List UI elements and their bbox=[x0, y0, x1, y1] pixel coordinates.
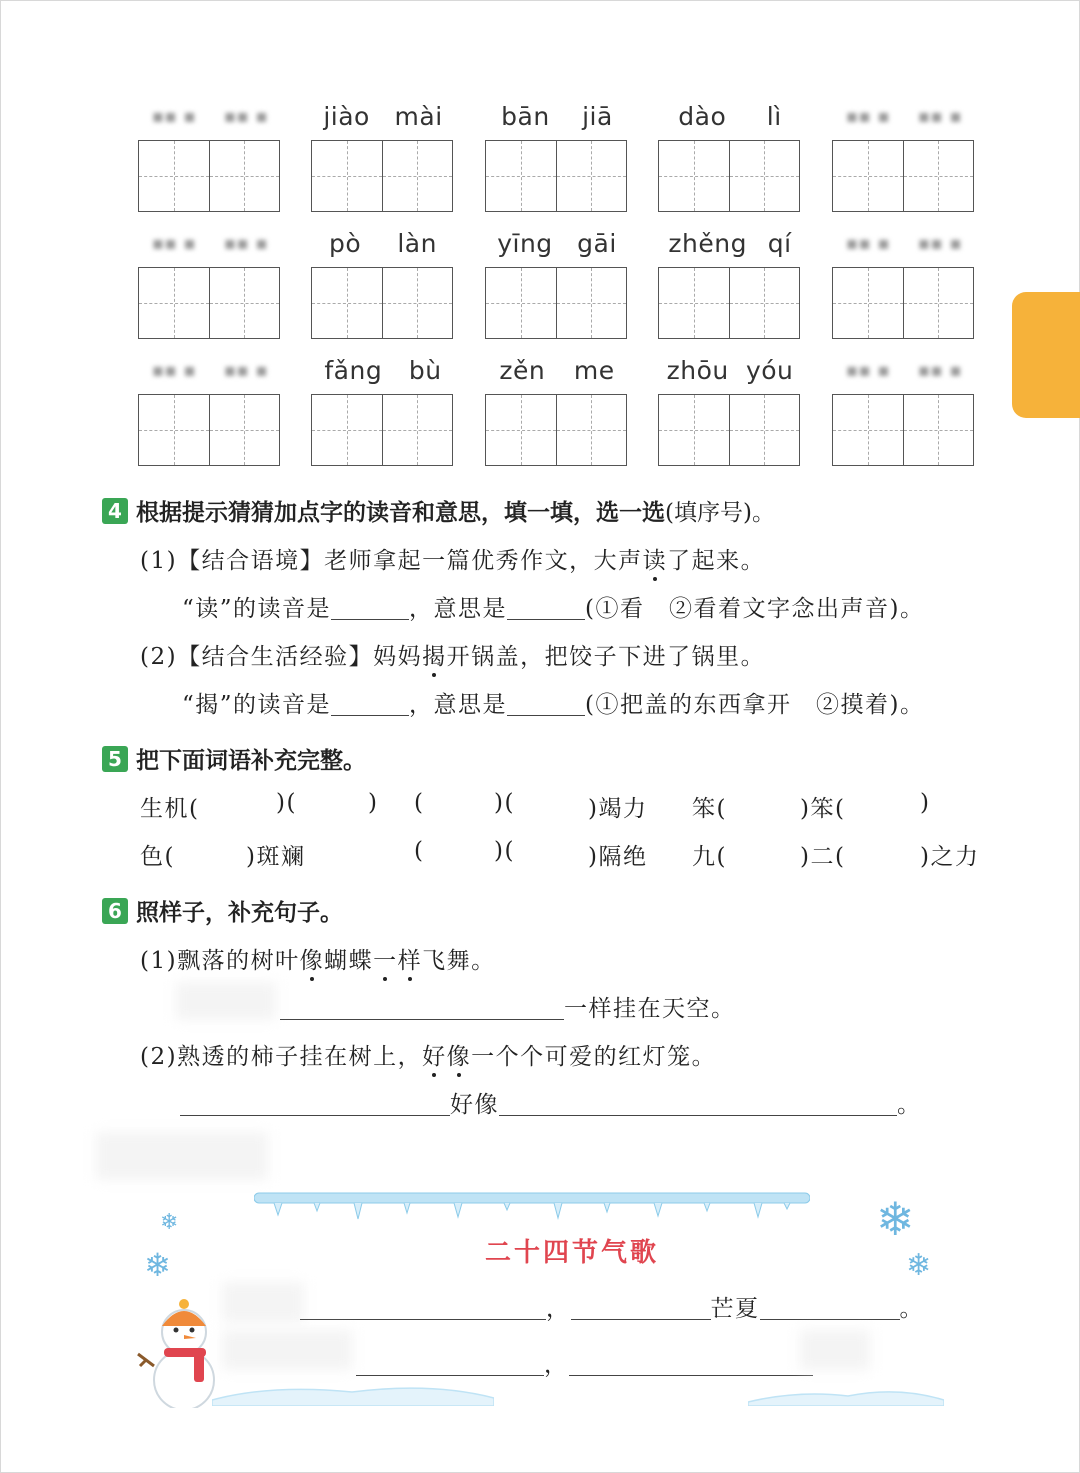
pinyin-cell bbox=[832, 96, 976, 216]
pinyin-cell bbox=[311, 350, 455, 470]
tianzige-box[interactable] bbox=[210, 268, 280, 338]
pinyin-syllable: ▪▪ ▪ bbox=[223, 105, 269, 127]
q6-s1-mid: 蝴蝶 bbox=[324, 948, 374, 974]
q4-item2-meaning-blank[interactable] bbox=[507, 715, 585, 716]
pinyin-cell bbox=[138, 223, 282, 343]
pinyin-label bbox=[138, 223, 282, 263]
q6-s2-dotted: 好 bbox=[422, 1044, 447, 1070]
pinyin-syllable: ▪▪ ▪ bbox=[151, 359, 197, 381]
q4-item1-reading-label: “读”的读音是 bbox=[182, 596, 332, 622]
smudge bbox=[800, 1330, 870, 1370]
tianzige-box[interactable] bbox=[904, 268, 974, 338]
q5-r1-part: 生机( bbox=[140, 796, 200, 822]
q4-item1-reading-blank[interactable] bbox=[331, 619, 409, 620]
tianzige-box[interactable] bbox=[730, 395, 800, 465]
pinyin-cell bbox=[832, 350, 976, 470]
q5-r1-part: )( bbox=[494, 790, 515, 816]
character-writing-boxes[interactable] bbox=[658, 140, 800, 212]
q4-item1-options: (①看 ②看着文字念出声音)。 bbox=[585, 596, 925, 622]
pinyin-label bbox=[832, 96, 976, 136]
pinyin-syllable: bù bbox=[408, 355, 442, 385]
pinyin-syllable: jiā bbox=[582, 101, 613, 131]
q5-r1-part: )竭力 bbox=[588, 796, 648, 822]
q6-s2-suffix: 一个个可爱的红灯笼。 bbox=[471, 1044, 717, 1070]
q6-s1-suffix: 飞舞。 bbox=[422, 948, 496, 974]
q5-r1-part: )( bbox=[276, 790, 297, 816]
q4-item2 bbox=[140, 638, 765, 671]
pinyin-cell bbox=[485, 223, 629, 343]
q5-r2-part: )斑斓 bbox=[246, 844, 306, 870]
character-writing-boxes[interactable] bbox=[658, 267, 800, 339]
q6-s2-dotted: 像 bbox=[446, 1044, 472, 1070]
tianzige-box[interactable] bbox=[486, 395, 557, 465]
poem-line2-blank-a[interactable] bbox=[356, 1375, 544, 1376]
pinyin-cell bbox=[311, 96, 455, 216]
pinyin-label bbox=[311, 350, 455, 390]
pinyin-syllable: jiào bbox=[323, 101, 370, 131]
q4-item2-prefix: (2)【结合生活经验】妈妈 bbox=[140, 644, 423, 670]
tianzige-box[interactable] bbox=[659, 141, 730, 211]
tianzige-box[interactable] bbox=[833, 268, 904, 338]
snowflake-icon: ❄ bbox=[144, 1246, 171, 1284]
q6-s1-dotted: 一 bbox=[373, 948, 398, 974]
poem-title: 二十四节气歌 bbox=[484, 1238, 659, 1268]
tianzige-box[interactable] bbox=[383, 268, 453, 338]
smudge bbox=[96, 1132, 268, 1180]
character-writing-boxes[interactable] bbox=[832, 394, 974, 466]
pinyin-cell bbox=[658, 223, 802, 343]
tianzige-box[interactable] bbox=[659, 268, 730, 338]
q6-s1-dotted: 像 bbox=[299, 948, 325, 974]
tianzige-box[interactable] bbox=[139, 395, 210, 465]
tianzige-box[interactable] bbox=[383, 395, 453, 465]
pinyin-syllable: me bbox=[573, 355, 615, 385]
pinyin-syllable: ▪▪ ▪ bbox=[845, 359, 891, 381]
q6-s1-dotted: 样 bbox=[397, 948, 423, 974]
poem-line1-blank-a[interactable] bbox=[300, 1319, 546, 1320]
tianzige-box[interactable] bbox=[210, 395, 280, 465]
q5-r1-part: ) bbox=[920, 790, 931, 816]
pinyin-label bbox=[485, 223, 629, 263]
q5-r2-part: ( bbox=[414, 838, 425, 864]
q4-title: 根据提示猜猜加点字的读音和意思，填一填，选一选 bbox=[136, 500, 665, 526]
character-writing-boxes[interactable] bbox=[658, 394, 800, 466]
pinyin-label bbox=[311, 223, 455, 263]
pinyin-syllable: ▪▪ ▪ bbox=[917, 105, 963, 127]
q5-r2-part: 九( bbox=[692, 844, 727, 870]
pinyin-label bbox=[658, 96, 802, 136]
poem-line2 bbox=[356, 1346, 813, 1379]
pinyin-syllable: ▪▪ ▪ bbox=[845, 105, 891, 127]
q6-title: 照样子，补充句子。 bbox=[136, 900, 343, 926]
q6-answer2-blank-b[interactable] bbox=[499, 1115, 897, 1116]
tianzige-box[interactable] bbox=[312, 268, 383, 338]
pinyin-syllable: ▪▪ ▪ bbox=[917, 359, 963, 381]
pinyin-label bbox=[138, 350, 282, 390]
character-writing-boxes[interactable] bbox=[832, 267, 974, 339]
q5-title: 把下面词语补充完整。 bbox=[136, 748, 366, 774]
tianzige-box[interactable] bbox=[210, 141, 280, 211]
tianzige-box[interactable] bbox=[904, 141, 974, 211]
pinyin-syllable: gāi bbox=[577, 228, 617, 258]
q5-r1-part: )笨( bbox=[800, 796, 846, 822]
pinyin-cell bbox=[658, 350, 802, 470]
pinyin-cell bbox=[485, 96, 629, 216]
q4-heading bbox=[102, 494, 775, 527]
character-writing-boxes[interactable] bbox=[311, 267, 453, 339]
q4-number: 4 bbox=[102, 498, 128, 524]
snow-drift bbox=[212, 1380, 494, 1406]
pinyin-syllable: zhěng bbox=[668, 228, 747, 258]
tianzige-box[interactable] bbox=[139, 268, 210, 338]
pinyin-cell bbox=[485, 350, 629, 470]
pinyin-syllable: pò bbox=[329, 228, 362, 258]
snow-drift bbox=[748, 1384, 944, 1406]
character-writing-boxes[interactable] bbox=[138, 267, 280, 339]
pinyin-label bbox=[485, 350, 629, 390]
pinyin-syllable: ▪▪ ▪ bbox=[223, 359, 269, 381]
tianzige-box[interactable] bbox=[557, 268, 627, 338]
character-writing-boxes[interactable] bbox=[485, 267, 627, 339]
q6-answer2-end: 。 bbox=[897, 1092, 922, 1118]
tianzige-box[interactable] bbox=[730, 141, 800, 211]
poem-line2-comma: ， bbox=[544, 1352, 569, 1378]
q4-item2-options: (①把盖的东西拿开 ②摸着)。 bbox=[585, 692, 925, 718]
q6-s1-prefix: (1)飘落的树叶 bbox=[140, 948, 300, 974]
q6-answer1-blank[interactable] bbox=[280, 1019, 564, 1020]
q4-item1-prefix: (1)【结合语境】老师拿起一篇优秀作文，大声 bbox=[140, 548, 643, 574]
q4-item2-dotted-char: 揭 bbox=[422, 644, 447, 670]
snowflake-icon: ❄ bbox=[160, 1210, 179, 1235]
pinyin-syllable: ▪▪ ▪ bbox=[151, 105, 197, 127]
q4-item2-answer bbox=[182, 686, 924, 719]
poem-line1-end: 。 bbox=[899, 1296, 924, 1322]
q6-number: 6 bbox=[102, 898, 128, 924]
pinyin-cell bbox=[138, 350, 282, 470]
poem-line1-blank-b[interactable] bbox=[571, 1319, 711, 1320]
q6-answer1 bbox=[280, 990, 736, 1023]
pinyin-syllable: dào bbox=[678, 101, 727, 131]
tianzige-box[interactable] bbox=[312, 141, 383, 211]
q4-title-note: (填序号)。 bbox=[665, 500, 775, 526]
pinyin-syllable: qí bbox=[767, 228, 792, 258]
pinyin-syllable: bān bbox=[501, 101, 550, 131]
character-writing-boxes[interactable] bbox=[485, 140, 627, 212]
poem-line1-blank-c[interactable] bbox=[760, 1319, 900, 1320]
pinyin-syllable: làn bbox=[397, 228, 437, 258]
pinyin-cell bbox=[138, 96, 282, 216]
tianzige-box[interactable] bbox=[486, 141, 557, 211]
poem-line1 bbox=[300, 1290, 924, 1323]
q6-example2 bbox=[140, 1038, 716, 1071]
icicle-banner bbox=[254, 1191, 810, 1221]
poem-line2-blank-b[interactable] bbox=[569, 1375, 813, 1376]
q5-r1-part: ) bbox=[368, 790, 379, 816]
pinyin-label bbox=[485, 96, 629, 136]
tianzige-box[interactable] bbox=[312, 395, 383, 465]
q5-heading bbox=[102, 742, 366, 775]
tianzige-box[interactable] bbox=[730, 268, 800, 338]
snowflake-icon: ❄ bbox=[906, 1248, 932, 1283]
pinyin-cell bbox=[311, 223, 455, 343]
character-writing-boxes[interactable] bbox=[138, 394, 280, 466]
pinyin-syllable: zěn bbox=[499, 355, 546, 385]
q4-item2-meaning-label: ，意思是 bbox=[409, 692, 508, 718]
character-writing-boxes[interactable] bbox=[832, 140, 974, 212]
q4-item2-reading-blank[interactable] bbox=[331, 715, 409, 716]
q4-item2-reading-label: “揭”的读音是 bbox=[182, 692, 332, 718]
q4-item1-meaning-blank[interactable] bbox=[507, 619, 585, 620]
pinyin-syllable: mài bbox=[394, 101, 443, 131]
poem-line1-term: 芒夏 bbox=[710, 1296, 760, 1322]
q4-item1-meaning-label: ，意思是 bbox=[409, 596, 508, 622]
character-writing-boxes[interactable] bbox=[485, 394, 627, 466]
q6-s2-prefix: (2)熟透的柿子挂在树上， bbox=[140, 1044, 423, 1070]
character-writing-boxes[interactable] bbox=[311, 140, 453, 212]
q6-answer1-tail: 一样挂在天空。 bbox=[564, 996, 736, 1022]
q4-item1 bbox=[140, 542, 765, 575]
tianzige-box[interactable] bbox=[904, 395, 974, 465]
pinyin-label bbox=[658, 223, 802, 263]
tianzige-box[interactable] bbox=[139, 141, 210, 211]
tianzige-box[interactable] bbox=[383, 141, 453, 211]
pinyin-label bbox=[138, 96, 282, 136]
q6-answer2-mid: 好像 bbox=[450, 1092, 499, 1118]
q5-r2-part: )( bbox=[494, 838, 515, 864]
pinyin-syllable: yóu bbox=[745, 355, 794, 385]
pinyin-label bbox=[832, 223, 976, 263]
tianzige-box[interactable] bbox=[557, 395, 627, 465]
pinyin-syllable: lì bbox=[766, 101, 782, 131]
pinyin-syllable: zhōu bbox=[666, 355, 729, 385]
tianzige-box[interactable] bbox=[659, 395, 730, 465]
q4-item1-suffix: 了起来。 bbox=[667, 548, 766, 574]
q5-r1-part: ( bbox=[414, 790, 425, 816]
smudge bbox=[222, 1282, 304, 1322]
tianzige-box[interactable] bbox=[833, 141, 904, 211]
q4-item2-suffix: 开锅盖，把饺子下进了锅里。 bbox=[446, 644, 766, 670]
tianzige-box[interactable] bbox=[557, 141, 627, 211]
pinyin-syllable: ▪▪ ▪ bbox=[223, 232, 269, 254]
q6-answer2 bbox=[180, 1086, 922, 1119]
q6-answer2-blank-a[interactable] bbox=[180, 1115, 450, 1116]
pinyin-label bbox=[832, 350, 976, 390]
pinyin-syllable: fǎng bbox=[324, 355, 383, 385]
q5-r2-part: )之力 bbox=[920, 844, 980, 870]
side-tab bbox=[1012, 292, 1080, 418]
pinyin-syllable: ▪▪ ▪ bbox=[917, 232, 963, 254]
q5-number: 5 bbox=[102, 746, 128, 772]
q5-r2-part: )二( bbox=[800, 844, 846, 870]
smudge bbox=[176, 982, 276, 1020]
snowflake-icon: ❄ bbox=[876, 1192, 915, 1246]
q5-r2-part: )隔绝 bbox=[588, 844, 648, 870]
q5-r2-part: 色( bbox=[140, 844, 175, 870]
q6-example1 bbox=[140, 942, 496, 975]
q4-item1-answer bbox=[182, 590, 924, 623]
poem-line1-comma: ， bbox=[546, 1296, 571, 1322]
smudge bbox=[222, 1330, 352, 1370]
character-writing-boxes[interactable] bbox=[311, 394, 453, 466]
character-writing-boxes[interactable] bbox=[138, 140, 280, 212]
pinyin-cell bbox=[658, 96, 802, 216]
q5-r1-part: 笨( bbox=[692, 796, 727, 822]
pinyin-syllable: yīng bbox=[497, 228, 553, 258]
pinyin-label bbox=[658, 350, 802, 390]
tianzige-box[interactable] bbox=[486, 268, 557, 338]
tianzige-box[interactable] bbox=[833, 395, 904, 465]
pinyin-label bbox=[311, 96, 455, 136]
q4-item1-dotted-char: 读 bbox=[642, 548, 668, 574]
pinyin-syllable: ▪▪ ▪ bbox=[151, 232, 197, 254]
q6-heading bbox=[102, 894, 343, 927]
pinyin-cell bbox=[832, 223, 976, 343]
pinyin-syllable: ▪▪ ▪ bbox=[845, 232, 891, 254]
